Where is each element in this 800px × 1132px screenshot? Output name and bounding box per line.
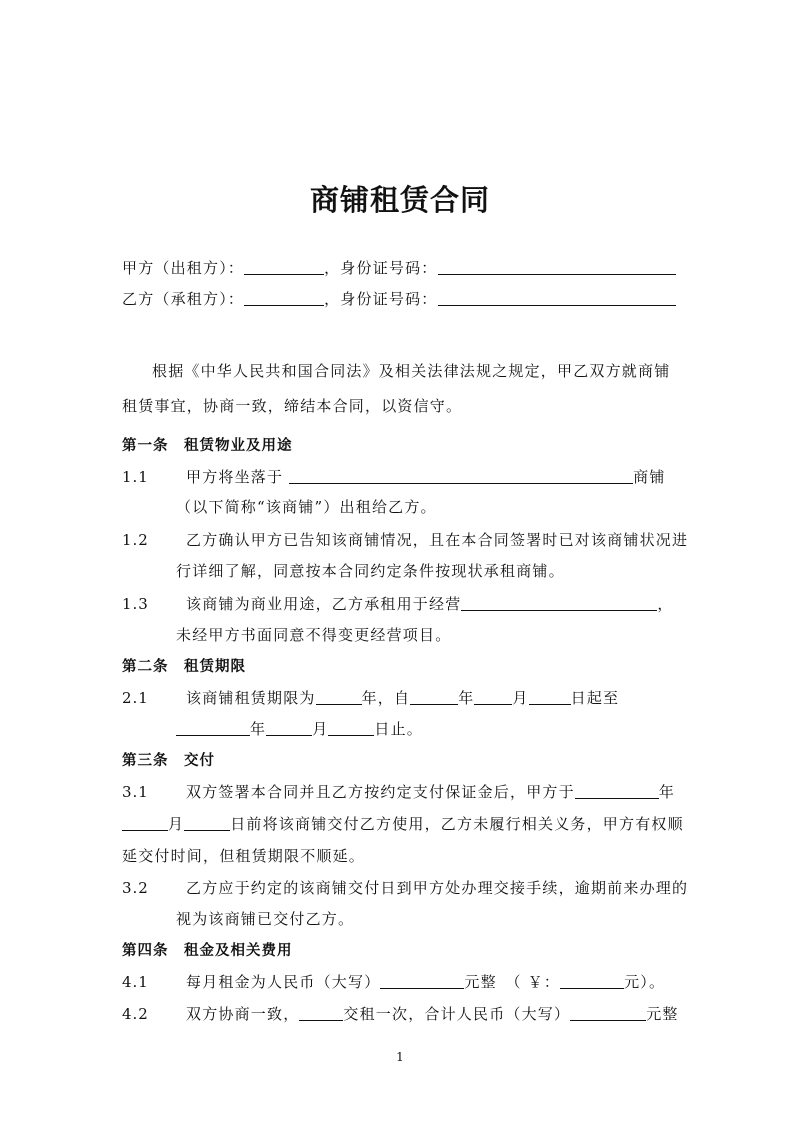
- intro-line-1: 根据《中华人民共和国合同法》及相关法律法规之规定，甲乙双方就商铺: [152, 362, 671, 380]
- clause-3-1-number: 3.1: [122, 783, 149, 801]
- clause-3-2-line-1: [122, 878, 688, 898]
- clause-2-1-text-g: 月: [312, 720, 329, 738]
- monthly-rent-words-blank: [380, 972, 464, 989]
- start-day-blank: [529, 688, 571, 705]
- clause-4-2-text-c: 元整: [646, 1005, 679, 1023]
- clause-2-1-text-f: 年: [250, 720, 267, 738]
- clause-3-1-line-2: [122, 814, 684, 834]
- payment-period-blank: [299, 1004, 343, 1021]
- clause-4-2-number: 4.2: [122, 1005, 149, 1023]
- clause-1-3-business-blank: [461, 594, 657, 611]
- clause-4-1-text-b: 元整 （ ￥：: [464, 973, 561, 991]
- term-years-blank: [316, 688, 362, 705]
- clause-1-2-line-2: 行详细了解，同意按本合同约定条件按现状承租商铺。: [176, 562, 565, 580]
- clause-2-1-text-b: 年，自: [361, 689, 411, 707]
- contract-title: 商铺租赁合同: [309, 183, 490, 217]
- delivery-month-blank: [122, 814, 168, 831]
- article-1-heading: 第一条 租赁物业及用途: [122, 438, 293, 454]
- clause-3-2-text: 乙方应于约定的该商铺交付日到甲方处办理交接手续，逾期前来办理的: [186, 879, 689, 897]
- party-b-label: 乙方（承租方）：: [122, 290, 245, 308]
- delivery-year-blank: [575, 782, 659, 799]
- clause-1-1-number: 1.1: [122, 468, 149, 486]
- clause-1-2-text: 乙方确认甲方已告知该商铺情况，且在本合同签署时已对该商铺状况进: [186, 531, 689, 549]
- clause-3-1-text-c: 月: [168, 815, 185, 833]
- clause-3-2-number: 3.2: [122, 879, 149, 897]
- start-year-blank: [410, 688, 458, 705]
- clause-1-1-location-blank: [289, 467, 633, 484]
- party-a-name-blank: [244, 258, 324, 275]
- clause-1-2-line-1: [122, 530, 688, 550]
- clause-1-3-line-1: [122, 594, 674, 614]
- clause-2-1-line-2: [176, 719, 423, 739]
- clause-3-1-line-1: [122, 782, 675, 802]
- party-a-line: [122, 258, 676, 278]
- clause-2-1-text-c: 年: [458, 689, 475, 707]
- party-a-id-blank: [438, 258, 676, 275]
- article-2-heading: 第二条 租赁期限: [122, 659, 246, 675]
- article-3-heading: 第三条 交付: [122, 753, 215, 769]
- clause-2-1-line-1: [122, 688, 619, 708]
- clause-4-1-text-c: 元）。: [624, 973, 666, 991]
- party-b-name-blank: [244, 289, 324, 306]
- clause-1-1-text-b: 商铺: [633, 468, 666, 486]
- start-month-blank: [474, 688, 512, 705]
- clause-1-3-line-2: 未经甲方书面同意不得变更经营项目。: [176, 626, 452, 644]
- clause-1-3-text-a: 该商铺为商业用途，乙方承租用于经营: [186, 595, 462, 613]
- clause-4-2-line-1: [122, 1004, 679, 1024]
- clause-3-1-line-3: 延交付时间，但租赁期限不顺延。: [122, 847, 366, 865]
- clause-4-1-text-a: 每月租金为人民币（大写）: [186, 973, 381, 991]
- clause-4-2-text-a: 双方协商一致，: [186, 1005, 300, 1023]
- clause-2-1-text-e: 日起至: [570, 689, 620, 707]
- clause-4-2-text-b: 交租一次，合计人民币（大写）: [343, 1005, 571, 1023]
- clause-3-1-text-a: 双方签署本合同并且乙方按约定支付保证金后，甲方于: [186, 783, 575, 801]
- clause-1-1-line-2: （以下简称“该商铺”）出租给乙方。: [176, 498, 437, 516]
- end-year-blank: [176, 719, 250, 736]
- clause-4-1-line-1: [122, 972, 665, 992]
- article-4-heading: 第四条 租金及相关费用: [122, 943, 293, 959]
- party-b-id-blank: [438, 289, 676, 306]
- clause-3-1-text-b: 年: [658, 783, 676, 801]
- clause-3-2-line-2: 视为该商铺已交付乙方。: [176, 910, 355, 928]
- clause-2-1-text-a: 该商铺租赁期限为: [186, 689, 316, 707]
- clause-1-1-line-1: [122, 467, 666, 487]
- end-month-blank: [266, 719, 312, 736]
- party-a-label: 甲方（出租方）：: [122, 259, 245, 277]
- clause-1-2-number: 1.2: [122, 531, 149, 549]
- clause-1-1-text-a: 甲方将坐落于: [186, 468, 284, 486]
- clause-2-1-text-h: 日止。: [374, 720, 424, 738]
- monthly-rent-amount-blank: [560, 972, 624, 989]
- clause-1-3-text-b: ，: [657, 595, 674, 613]
- delivery-day-blank: [184, 814, 230, 831]
- party-b-id-label: ，身份证号码：: [324, 290, 438, 308]
- intro-line-2: 租赁事宜，协商一致，缔结本合同，以资信守。: [122, 397, 463, 415]
- party-b-line: [122, 289, 676, 309]
- clause-2-1-number: 2.1: [122, 689, 149, 707]
- party-a-id-label: ，身份证号码：: [324, 259, 438, 277]
- clause-3-1-text-d: 日前将该商铺交付乙方使用，乙方未履行相关义务，甲方有权顺: [230, 815, 684, 833]
- total-rent-words-blank: [570, 1004, 646, 1021]
- clause-2-1-text-d: 月: [512, 689, 529, 707]
- end-day-blank: [328, 719, 374, 736]
- clause-1-3-number: 1.3: [122, 595, 149, 613]
- clause-4-1-number: 4.1: [122, 973, 149, 991]
- page-number: 1: [396, 1050, 404, 1064]
